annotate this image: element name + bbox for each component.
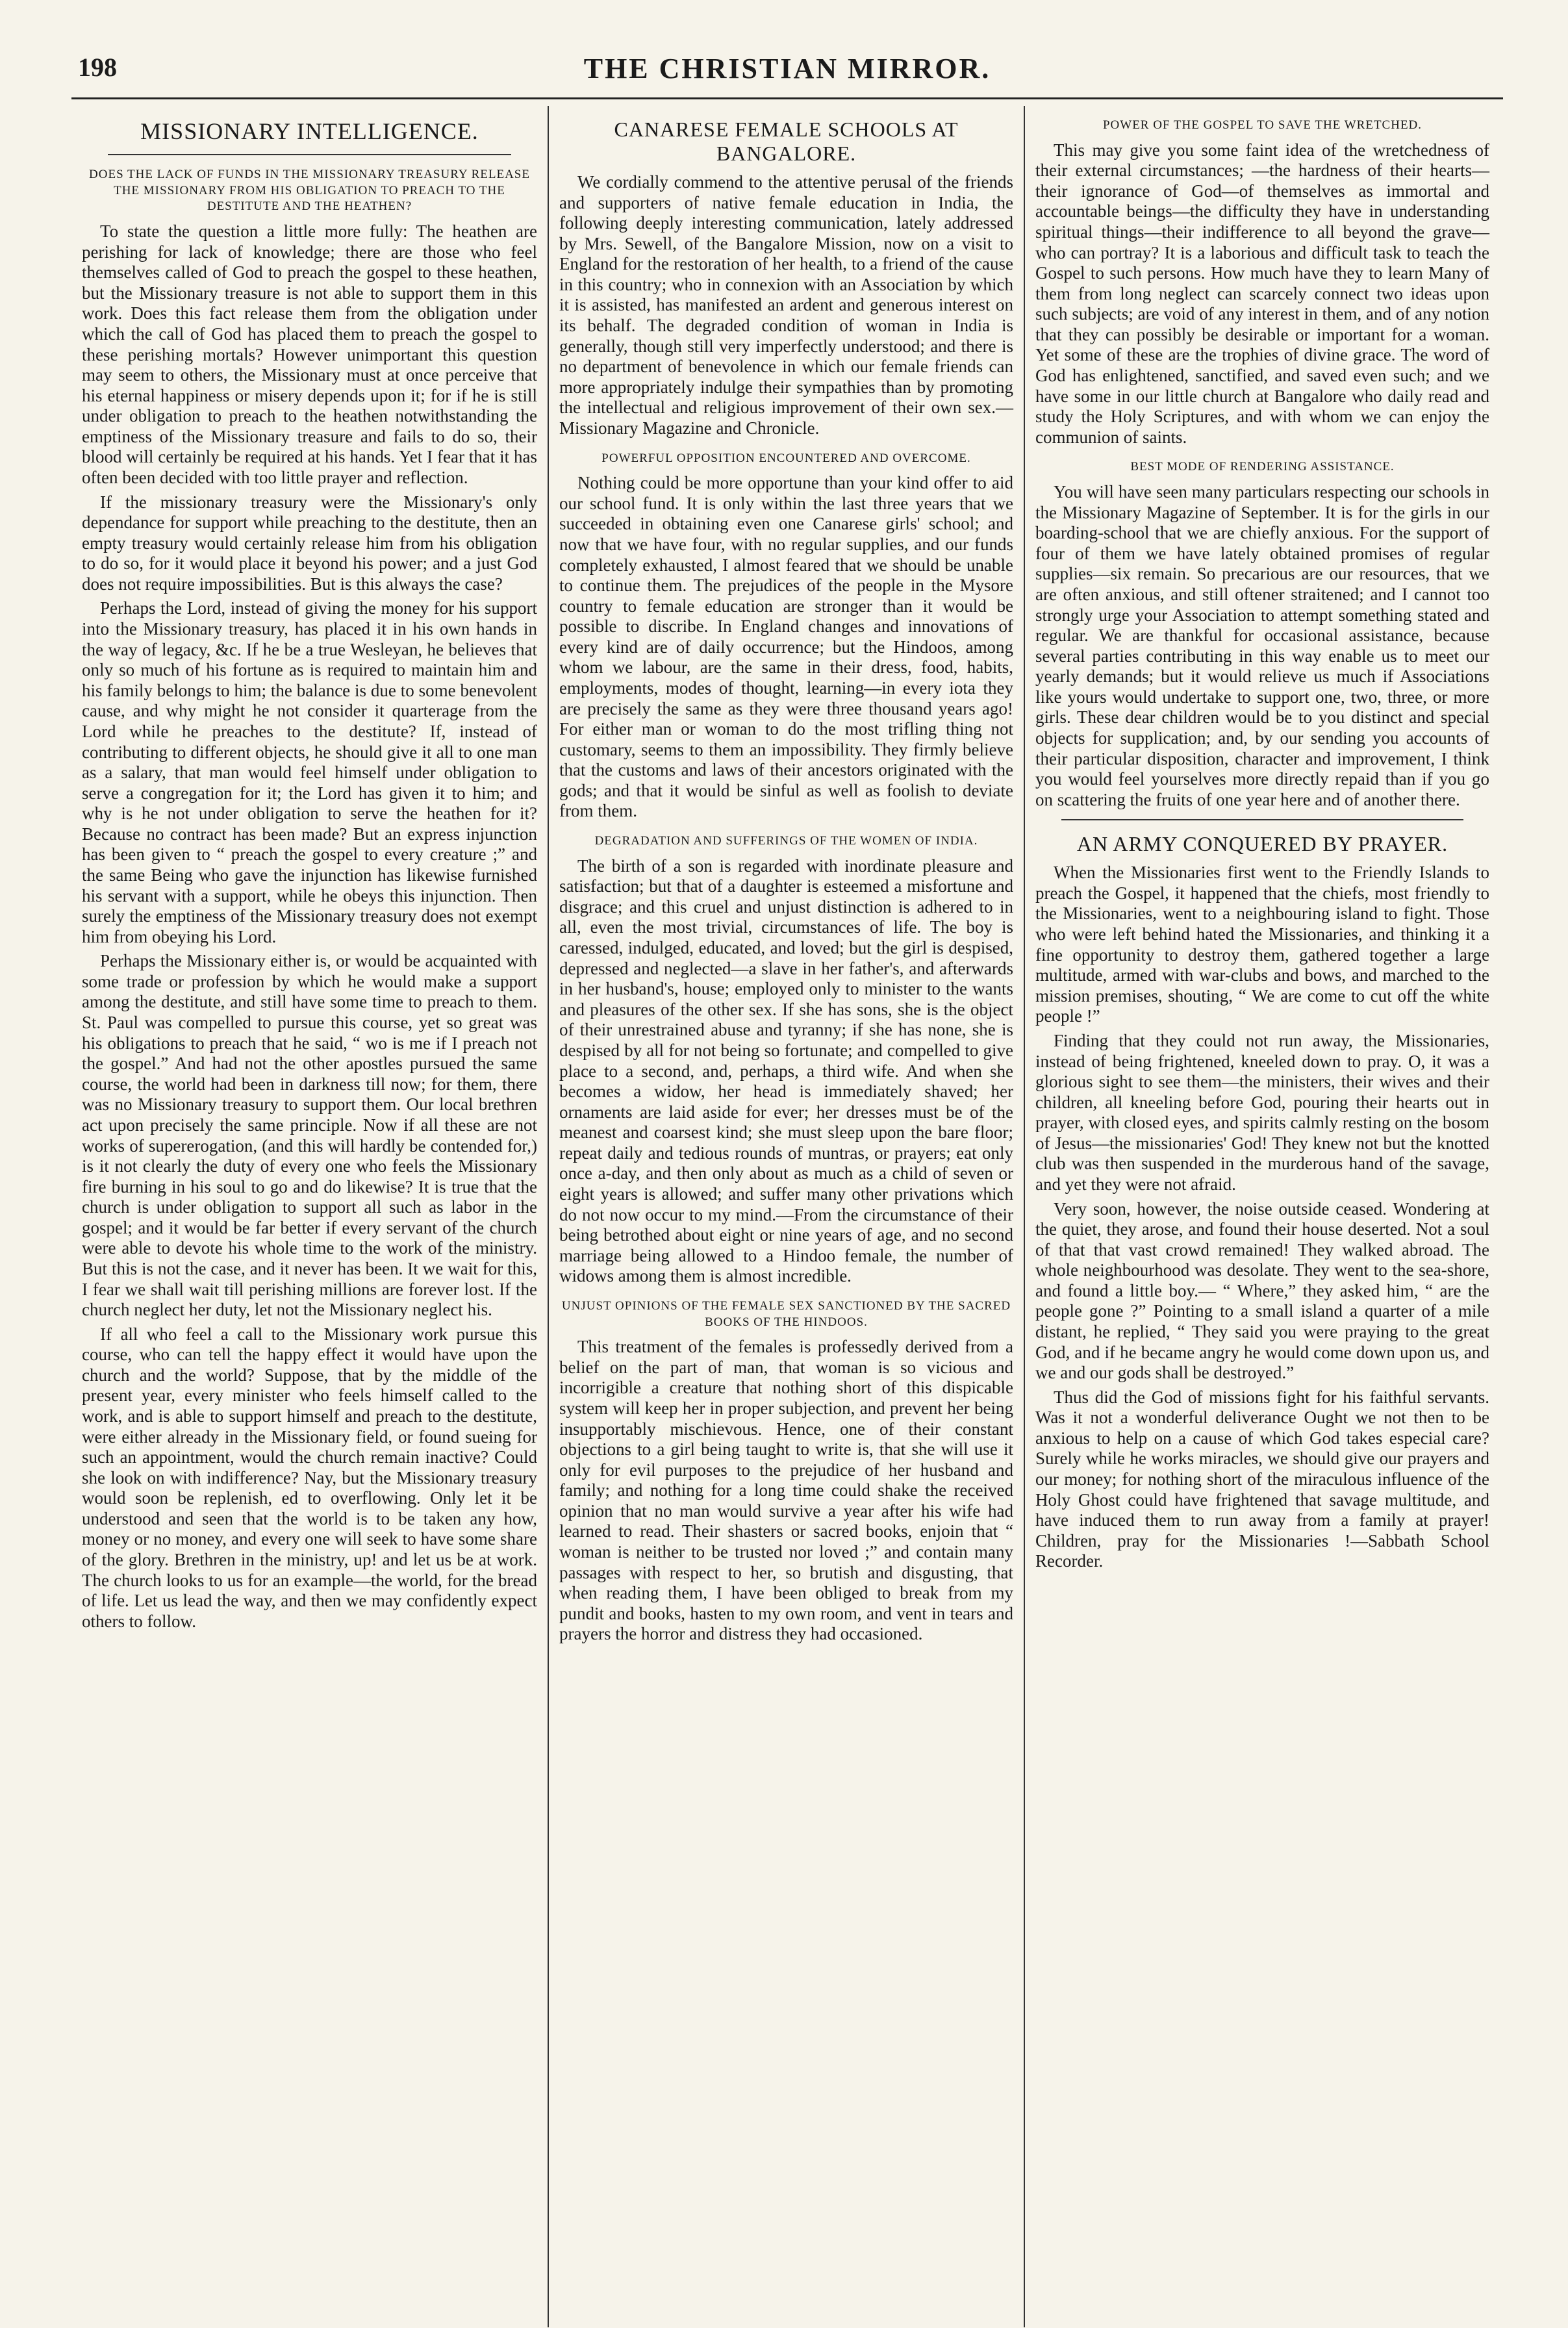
column-1 xyxy=(71,106,548,2327)
paragraph: Perhaps the Missionary either is, or would be acquainted with some trade or profession by which he would make a support among the destitute, and still have some time to preach to them. St. Paul was compelled to pursue this course, yet so great was his obligations to preach that he said, “ wo is me if I preach not the gospel.” And had not the other apostles pursued the same course, the world had been in darkness till now; for them, there was no Missionary treasury to support them. Our local brethren act upon precisely the same principle. Now if all these are not works of supererogation, (and this will hardly be contended for,) is it not clearly the duty of every one who feels the Missionary fire burning in his soul to go and do likewise? It is true that the church is under obligation to support all such as labor in the gospel; and it would be far better if every servant of the church were able to devote his whole time to the work of the ministry. But this is not the case, and it never has been. It we wait for this, I fear we shall wait till perishing millions are forever lost. If the church neglect her duty, let not the Missionary neglect his. xyxy=(82,951,537,1320)
paragraph: We cordially commend to the attentive perusal of the friends and supporters of native female education in India, the following deeply interesting communication, lately addressed by Mrs. Sewell, of the Bangalore Mission, now on a visit to England for the restoration of her health, to a friend of the cause in this country; who in connexion with an Association by which it is assisted, has manifested an ardent and generous interest on its behalf. The degraded condition of woman in India is generally, though still very imperfectly understood; and there is no department of benevolence in which our female friends can more appropriately indulge their sympathies than by promoting the intellectual and religious improvement of their own sex.—Missionary Magazine and Chronicle. xyxy=(559,172,1013,438)
paragraph: This treatment of the females is professedly derived from a belief on the part of man, that woman is so vicious and incorrigible a creature that nothing short of this dispicable system will keep her in proper subjection, and prevent her being insupportably mischievous. Hence, one of their constant objections to a girl being taught to write is, that she will use it only for evil purposes to the prejudice of her husband and family; and nothing for a long time could shake the received opinion that no man would survive a year after his wife had learned to read. Their shasters or sacred books, enjoin that “ woman is neither to be trusted nor loved ;” and contain many passages with respect to her, so brutish and disgusting, that when reading them, I have been obliged to break from my pundit and books, hasten to my own room, and vent in tears and prayers the horror and distress they had occasioned. xyxy=(559,1337,1013,1644)
article-title: CANARESE FEMALE SCHOOLS AT BANGALORE. xyxy=(614,118,959,165)
paragraph: You will have seen many particulars respecting our schools in the Missionary Magazine of September. It is for the girls in our boarding-school that we are chiefly anxious. For the support of four of them we have lately obtained promises of regular supplies—six remain. So precarious are our resources, that we are often anxious, and still oftener straitened; and I cannot too strongly urge your Association to attempt something stated and regular. We are thankful for occasional assistance, because several parties contributing in this way enable us to meet our yearly demands; but it would relieve us much if Associations like yours would undertake to support one, two, three, or more girls. These dear children would be to you distinct and special objects for supplication; and, by our sending you accounts of their particular disposition, character and improvement, I think you would feel yourselves more directly repaid than if you go on scattering the fruits of one year here and of another there. xyxy=(1035,482,1489,809)
page-number: 198 xyxy=(78,53,117,82)
paragraph: The birth of a son is regarded with inordinate pleasure and satisfaction; but that of a daughter is esteemed a misfortune and disgrace; and this cruel and unjust distinction is adhered to in all, even the most trivial, circumstances of life. The boy is caressed, indulged, educated, and loved; but the girl is despised, depressed and neglected—a slave in her father's, and afterwards in her husband's, house; employed only to minister to the wants and pleasures of the other sex. If she has sons, she is the object of their unrestrained abuse and tyranny; if she has none, she is despised by all for not being so fortunate; and compelled to give place to a second, and, perhaps, a third wife. And when she becomes a widow, her head is immediately shaved; her ornaments are laid aside for ever; her dresses must be of the meanest and coarsest kind; she must sleep upon the bare floor; repeat daily and tedious rounds of muntras, or prayers; eat only once a-day, and then only about as much as a child of seven or eight years is allowed; and suffer many other privations which do not now occur to my mind.—From the circumstance of their being betrothed about eight or nine years of age, and no second marriage being allowed to a Hindoo female, the number of widows among them is almost incredible. xyxy=(559,855,1013,1286)
section-title: MISSIONARY INTELLIGENCE. xyxy=(140,118,479,144)
columns xyxy=(71,106,1503,2327)
column-2 xyxy=(548,106,1024,2327)
paragraph: If all who feel a call to the Missionary work pursue this course, who can tell the happy effect it would have upon the church and the world? Suppose, that by the middle of the present year, every minister who feels himself called to the work, and is able to support himself and preach to the destitute, were either already in the Missionary field, or found sueing for such an appointment, would the church remain inactive? Could she look on with indifference? Nay, but the Missionary treasury would soon be replenish, ed to overflowing. Only let it be understood and seen that the world is to be taken any how, money or no money, and every one will seek to have some share of the glory. Brethren in the ministry, up! and let us be at work. The church looks to us for an example—the world, for the bread of life. Let us lead the way, and then we may confidently expect others to follow. xyxy=(82,1324,537,1631)
article-title: AN ARMY CONQUERED BY PRAYER. xyxy=(1076,832,1448,856)
paragraph: Finding that they could not run away, the Missionaries, instead of being frightened, kneeled down to pray. O, it was a glorious sight to see them—the ministers, their wives and their children, all kneeling before God, pouring their hearts out in prayer, with closed eyes, and spirits calmly resting on the bosom of Jesus—the missionaries' God! They knew not but the knotted club was then suspended in the murderous hand of the savage, and yet they were not afraid. xyxy=(1035,1030,1489,1194)
divider xyxy=(108,154,511,155)
paragraph: This may give you some faint idea of the wretchedness of their external circumstances; —the hardness of their hearts—their ignorance of God—of themselves as immortal and accountable beings—the difficulty they have in understanding spiritual things—their indifference to all beyond the grave—who can portray? It is a laborious and difficult task to teach the Gospel to such persons. How much have they to learn Many of them from long neglect can scarcely connect two ideas upon such subjects; are void of any interest in them, and of any notion that they can possibly be desirable or important for a woman. Yet some of these are the trophies of divine grace. The word of God has enlightened, sanctified, and saved even such; and we have some in our little church at Bangalore who daily read and study the Holy Scriptures, and with whom we can enjoy the communion of saints. xyxy=(1035,140,1489,447)
paragraph: If the missionary treasury were the Missionary's only dependance for support while preaching to the destitute, then an empty treasury would certainly release him from his obligation to do so, for it would place it beyond his power; and a just God does not require impossibilities. But is this always the case? xyxy=(82,492,537,594)
divider xyxy=(1061,819,1463,820)
running-head xyxy=(71,52,1503,99)
paragraph: Nothing could be more opportune than your kind offer to aid our school fund. It is only within the last three years that we succeeded in obtaining even one Canarese girls' school; and now that we have four, with no regular supplies, and our funds completely exhausted, I almost feared that we should be unable to continue them. The prejudices of the people in the Mysore country to female education are stronger than it would be possible to discribe. In England changes and innovations of every kind are of daily occurrence; but the Hindoos, among whom we labour, are the same in their dress, food, habits, employments, modes of thought, learning—in every iota they are precisely the same as they were three thousand years ago! For either man or woman to do the most trifling thing not customary, seems to them an impossibility. They firmly believe that the customs and laws of their ancestors originated with the gods; and that it would be sinful as well as foolish to deviate from them. xyxy=(559,473,1013,821)
article-subtitle: BEST MODE OF RENDERING ASSISTANCE. xyxy=(1130,460,1395,474)
article-subtitle: POWERFUL OPPOSITION ENCOUNTERED AND OVERCOME. xyxy=(601,451,971,465)
article-subtitle: DEGRADATION AND SUFFERINGS OF THE WOMEN OF INDIA. xyxy=(594,834,978,848)
paragraph: Very soon, however, the noise outside ceased. Wondering at the quiet, they arose, and found their house deserted. Not a soul of that that vast crowd remained! They walked abroad. The whole neighbourhood was desolate. They went to the sea-shore, and found a little boy.— “ Where,” they asked him, “ are the people gone ?” Pointing to a small island a quarter of a mile distant, he replied, “ They said you were praying to the great God, and if he became angry he would come down upon us, and we and our gods shall be destroyed.” xyxy=(1035,1198,1489,1383)
article-subtitle: DOES THE LACK OF FUNDS IN THE MISSIONARY TREASURY RELEASE THE MISSIONARY FROM HIS OBLIGATION TO PREACH TO THE DESTITUTE AND THE HEATHEN? xyxy=(89,168,530,214)
column-3 xyxy=(1024,106,1500,2327)
article-subtitle: POWER OF THE GOSPEL TO SAVE THE WRETCHED. xyxy=(1102,118,1423,132)
paragraph: When the Missionaries first went to the Friendly Islands to preach the Gospel, it happened that the chiefs, most friendly to the Missionaries, went to a neighbouring island to fight. Those who were left behind hated the Missionaries, and thinking it a fine opportunity to destroy them, gathered together a large multitude, armed with war-clubs and bows, and marched to the mission premises, shouting, “ We are come to cut off the white people !” xyxy=(1035,863,1489,1026)
paragraph: To state the question a little more fully: The heathen are perishing for lack of knowledge; there are those who feel themselves called of God to preach the gospel to these heathen, but the Missionary treasure is not able to support them in this work. Does this fact release them from the obligation under which the call of God has placed them to preach the gospel to these perishing mortals? However unimportant this question may seem to others, the Missionary must at once perceive that his eternal happiness or misery depends upon it; for if he is still under obligation to preach to the heathen notwithstanding the emptiness of the Missionary treasure and fails to do so, their blood will certainly be required at his hands. Yet I fear that it has often been decided with too little prayer and reflection. xyxy=(82,221,537,487)
article-subtitle: UNJUST OPINIONS OF THE FEMALE SEX SANCTIONED BY THE SACRED BOOKS OF THE HINDOOS. xyxy=(561,1298,1011,1329)
journal-title: THE CHRISTIAN MIRROR. xyxy=(583,53,991,84)
paragraph: Thus did the God of missions fight for his faithful servants. Was it not a wonderful deliverance Ought we not then to be anxious to help on a cause of which God takes especial care? Surely while he works miracles, we should give our prayers and our money; for nothing short of the miraculous influence of the Holy Ghost could have frightened that savage multitude, and have induced them to run away from a family at prayer! Children, pray for the Missionaries !—Sabbath School Recorder. xyxy=(1035,1387,1489,1571)
paragraph: Perhaps the Lord, instead of giving the money for his support into the Missionary treasury, has placed it in his own hands in the way of legacy, &c. If he be a true Wesleyan, he believes that only so much of his fortune as is required to maintain him and his family belongs to him; the balance is due to some benevolent cause, and why might he not consider it quarterage from the Lord while he preaches to the destitute? If, instead of contributing to different objects, he should give it all to one man as a salary, that man would feel himself under obligation to serve a congregation for it; the Lord has given it to him; and why is he not under obligation to serve the heathen for it? Because no contract has been made? But an express injunction has been given to “ preach the gospel to every creature ;” and the same Being who gave the injunction has likewise furnished his servant with a support, while he obeys this injunction. Then surely the emptiness of the Missionary treasury does not exempt him from obeying his Lord. xyxy=(82,598,537,946)
